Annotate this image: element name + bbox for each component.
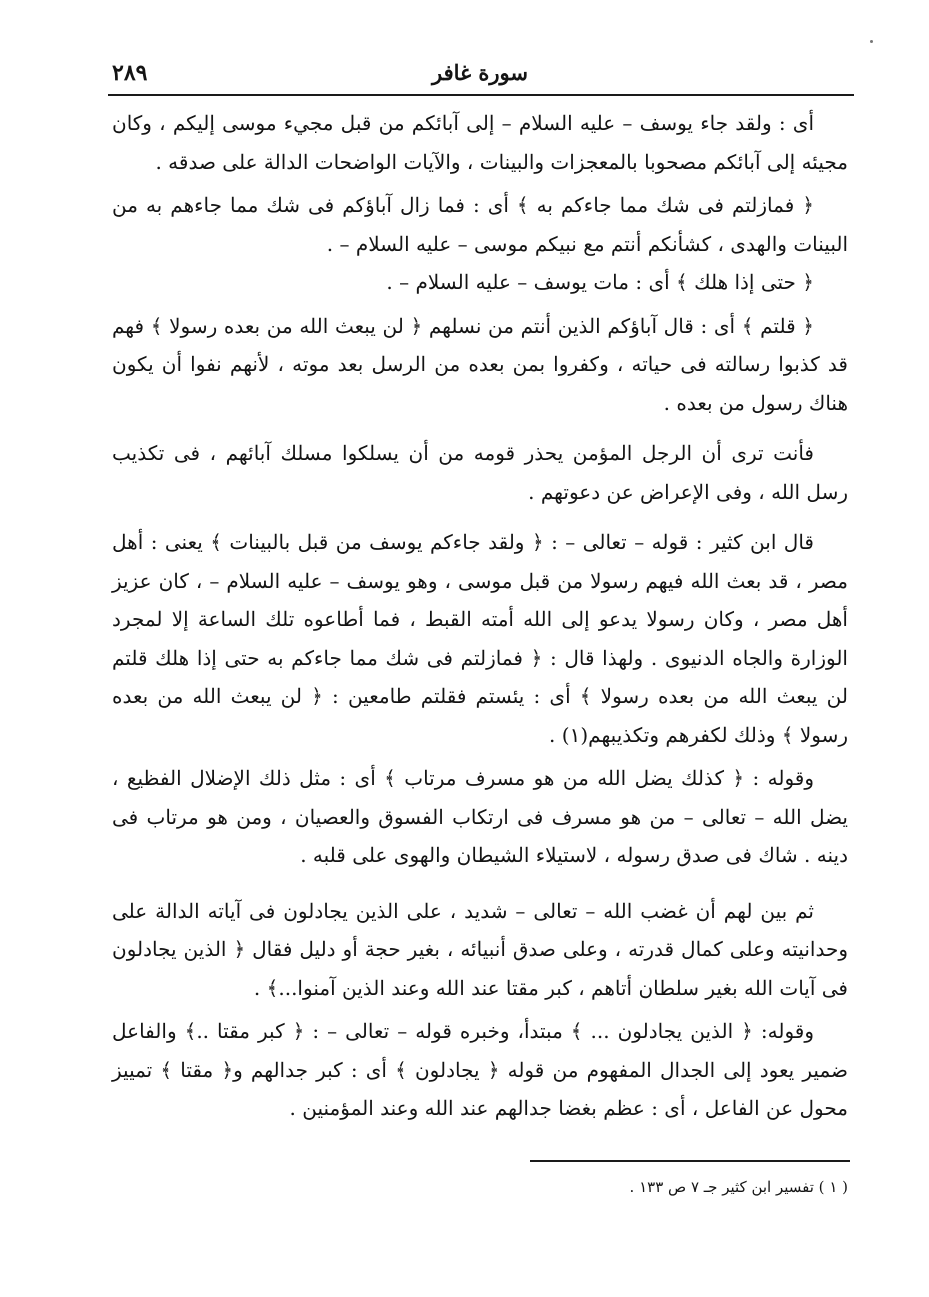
paragraph: ﴿ حتى إذا هلك ﴾ أى : مات يوسف – عليه السلام – . (386, 270, 814, 294)
page-header (108, 58, 852, 96)
paragraph: ﴿ قلتم ﴾ أى : قال آباؤكم الذين أنتم من نسلهم ﴿ لن يبعث الله من بعده رسولا ﴾ فهم قد كذبوا رسالته فى حياته ، وكفروا بمن بعده من الرسل بعد موته ، لأنهم نفوا أن يكون هناك رسول من بعده . (112, 313, 848, 415)
paragraph: وقوله: ﴿ الذين يجادلون ... ﴾ مبتدأ، وخبره قوله – تعالى – : ﴿ كبر مقتا ..﴾ والفاعل ضمير يعود إلى الجدال المفهوم من قوله ﴿ يجادلون ﴾ أى : كبر جدالهم و﴿ مقتا ﴾ تمييز محول عن الفاعل ، أى : عظم بغضا جدالهم عند الله وعند المؤمنين . (112, 1019, 848, 1120)
page-number: ٢٨٩ (112, 60, 148, 86)
main-text (112, 104, 848, 1128)
paragraph: أى : ولقد جاء يوسف – عليه السلام – إلى آبائكم من قبل مجيء موسى إليكم ، وكان مجيئه إلى آبائكم مصحوبا بالمعجزات والبينات ، والآيات الواضحات الدالة على صدقه . (112, 111, 848, 174)
running-title: سورة غافر (432, 60, 528, 85)
paragraph: وقوله : ﴿ كذلك يضل الله من هو مسرف مرتاب ﴾ أى : مثل ذلك الإضلال الفظيع ، يضل الله – تعالى – من هو مسرف فى ارتكاب الفسوق والعصيان ، ومن هو مرتاب فى دينه . شاك فى صدق رسوله ، لاستيلاء الشيطان والهوى على قلبه . (112, 766, 848, 867)
footnote: ( ١ ) تفسير ابن كثير جـ ٧ ص ١٣٣ . (629, 1178, 848, 1196)
footnote-divider (530, 1160, 850, 1162)
scan-speck (870, 40, 873, 43)
paragraph: ﴿ فمازلتم فى شك مما جاءكم به ﴾ أى : فما زال آباؤكم فى شك مما جاءهم به من البينات والهدى ، كشأنكم أنتم مع نبيكم موسى – عليه السلام – . (112, 193, 848, 256)
paragraph: فأنت ترى أن الرجل المؤمن يحذر قومه من أن يسلكوا مسلك آبائهم ، فى تكذيب رسل الله ، وفى الإعراض عن دعوتهم . (112, 441, 848, 504)
paragraph: ثم بين لهم أن غضب الله – تعالى – شديد ، على الذين يجادلون فى آياته الدالة على وحدانيته وعلى كمال قدرته ، وعلى صدق أنبيائه ، بغير حجة أو دليل فقال ﴿ الذين يجادلون فى آيات الله بغير سلطان أتاهم ، كبر مقتا عند الله وعند الذين آمنوا...﴾ . (112, 898, 848, 1000)
header-divider (108, 94, 854, 96)
paragraph: قال ابن كثير : قوله – تعالى – : ﴿ ولقد جاءكم يوسف من قبل بالبينات ﴾ يعنى : أهل مصر ، قد بعث الله فيهم رسولا من قبل موسى ، وهو يوسف – عليه السلام – ، كان عزيز أهل مصر ، وكان رسولا يدعو إلى الله أمته القبط ، فما أطاعوه تلك الساعة إلا لمجرد الوزارة والجاه الدنيوى . ولهذا قال : ﴿ فمازلتم فى شك مما جاءكم به حتى إذا هلك قلتم لن يبعث الله من بعده رسولا ﴾ أى : يئستم فقلتم طامعين : ﴿ لن يبعث الله من بعده رسولا ﴾ وذلك لكفرهم وتكذيبهم(١) . (112, 530, 848, 747)
